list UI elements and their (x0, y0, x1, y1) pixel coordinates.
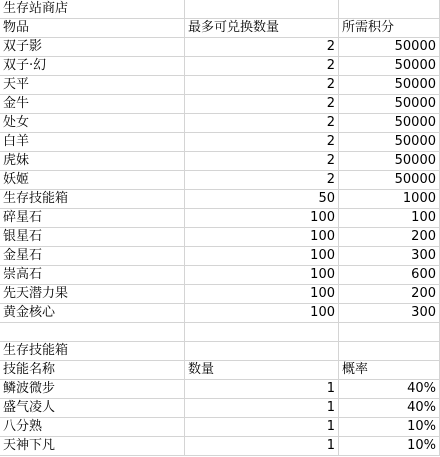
table-row (0, 266, 440, 285)
item-name-cell[interactable]: 白羊 (0, 133, 185, 152)
empty-row (0, 323, 440, 342)
max-exchange-cell[interactable]: 2 (185, 171, 339, 190)
skill-name-cell[interactable]: 盛气凌人 (0, 399, 185, 418)
points-cell[interactable]: 1000 (339, 190, 440, 209)
empty-cell[interactable] (0, 323, 185, 342)
table-row (0, 209, 440, 228)
quantity-cell[interactable]: 1 (185, 380, 339, 399)
item-name-cell[interactable]: 金星石 (0, 247, 185, 266)
item-name-cell[interactable]: 处女 (0, 114, 185, 133)
shop-title-row (0, 0, 440, 19)
table-row (0, 285, 440, 304)
quantity-cell[interactable]: 1 (185, 399, 339, 418)
points-cell[interactable]: 300 (339, 247, 440, 266)
item-name-cell[interactable]: 天平 (0, 76, 185, 95)
probability-cell[interactable]: 10% (339, 437, 440, 456)
quantity-cell[interactable]: 1 (185, 437, 339, 456)
points-cell[interactable]: 50000 (339, 38, 440, 57)
table-row (0, 133, 440, 152)
max-exchange-cell[interactable]: 100 (185, 266, 339, 285)
max-exchange-cell[interactable]: 2 (185, 95, 339, 114)
max-exchange-cell[interactable]: 2 (185, 38, 339, 57)
points-cell[interactable]: 100 (339, 209, 440, 228)
header-quantity[interactable]: 数量 (185, 361, 339, 380)
points-cell[interactable]: 50000 (339, 152, 440, 171)
points-cell[interactable]: 200 (339, 285, 440, 304)
max-exchange-cell[interactable]: 2 (185, 57, 339, 76)
shop-header-row (0, 19, 440, 38)
table-row (0, 76, 440, 95)
item-name-cell[interactable]: 虎妹 (0, 152, 185, 171)
table-row (0, 399, 440, 418)
item-name-cell[interactable]: 崇高石 (0, 266, 185, 285)
max-exchange-cell[interactable]: 2 (185, 133, 339, 152)
table-row (0, 190, 440, 209)
probability-cell[interactable]: 40% (339, 399, 440, 418)
table-row (0, 171, 440, 190)
quantity-cell[interactable]: 1 (185, 418, 339, 437)
max-exchange-cell[interactable]: 2 (185, 76, 339, 95)
table-row (0, 380, 440, 399)
item-name-cell[interactable]: 先天潜力果 (0, 285, 185, 304)
item-name-cell[interactable]: 双子影 (0, 38, 185, 57)
probability-cell[interactable]: 40% (339, 380, 440, 399)
max-exchange-cell[interactable]: 2 (185, 152, 339, 171)
empty-cell[interactable] (339, 323, 440, 342)
header-probability[interactable]: 概率 (339, 361, 440, 380)
shop-title[interactable]: 生存站商店 (0, 0, 185, 19)
max-exchange-cell[interactable]: 2 (185, 114, 339, 133)
empty-cell[interactable] (339, 0, 440, 19)
points-cell[interactable]: 50000 (339, 76, 440, 95)
empty-cell[interactable] (339, 342, 440, 361)
points-cell[interactable]: 300 (339, 304, 440, 323)
max-exchange-cell[interactable]: 100 (185, 247, 339, 266)
skillbox-header-row (0, 361, 440, 380)
max-exchange-cell[interactable]: 100 (185, 209, 339, 228)
item-name-cell[interactable]: 金牛 (0, 95, 185, 114)
max-exchange-cell[interactable]: 100 (185, 228, 339, 247)
skill-name-cell[interactable]: 鳞波微步 (0, 380, 185, 399)
points-cell[interactable]: 50000 (339, 114, 440, 133)
item-name-cell[interactable]: 双子·幻 (0, 57, 185, 76)
table-row (0, 95, 440, 114)
table-row (0, 437, 440, 456)
item-name-cell[interactable]: 生存技能箱 (0, 190, 185, 209)
header-item[interactable]: 物品 (0, 19, 185, 38)
table-row (0, 152, 440, 171)
table-row (0, 247, 440, 266)
empty-cell[interactable] (185, 0, 339, 19)
points-cell[interactable]: 50000 (339, 95, 440, 114)
skillbox-title[interactable]: 生存技能箱 (0, 342, 185, 361)
item-name-cell[interactable]: 妖姬 (0, 171, 185, 190)
points-cell[interactable]: 200 (339, 228, 440, 247)
empty-cell[interactable] (185, 323, 339, 342)
points-cell[interactable]: 50000 (339, 57, 440, 76)
empty-cell[interactable] (185, 342, 339, 361)
item-name-cell[interactable]: 银星石 (0, 228, 185, 247)
table-row (0, 228, 440, 247)
points-cell[interactable]: 600 (339, 266, 440, 285)
points-cell[interactable]: 50000 (339, 171, 440, 190)
table-row (0, 114, 440, 133)
table-row (0, 304, 440, 323)
table-row (0, 38, 440, 57)
item-name-cell[interactable]: 黄金核心 (0, 304, 185, 323)
item-name-cell[interactable]: 碎星石 (0, 209, 185, 228)
header-points-required[interactable]: 所需积分 (339, 19, 440, 38)
skill-name-cell[interactable]: 八分熟 (0, 418, 185, 437)
table-row (0, 57, 440, 76)
header-max-exchange[interactable]: 最多可兑换数量 (185, 19, 339, 38)
skillbox-title-row (0, 342, 440, 361)
max-exchange-cell[interactable]: 100 (185, 285, 339, 304)
header-skill-name[interactable]: 技能名称 (0, 361, 185, 380)
points-cell[interactable]: 50000 (339, 133, 440, 152)
max-exchange-cell[interactable]: 100 (185, 304, 339, 323)
probability-cell[interactable]: 10% (339, 418, 440, 437)
skill-name-cell[interactable]: 天神下凡 (0, 437, 185, 456)
table-row (0, 418, 440, 437)
max-exchange-cell[interactable]: 50 (185, 190, 339, 209)
